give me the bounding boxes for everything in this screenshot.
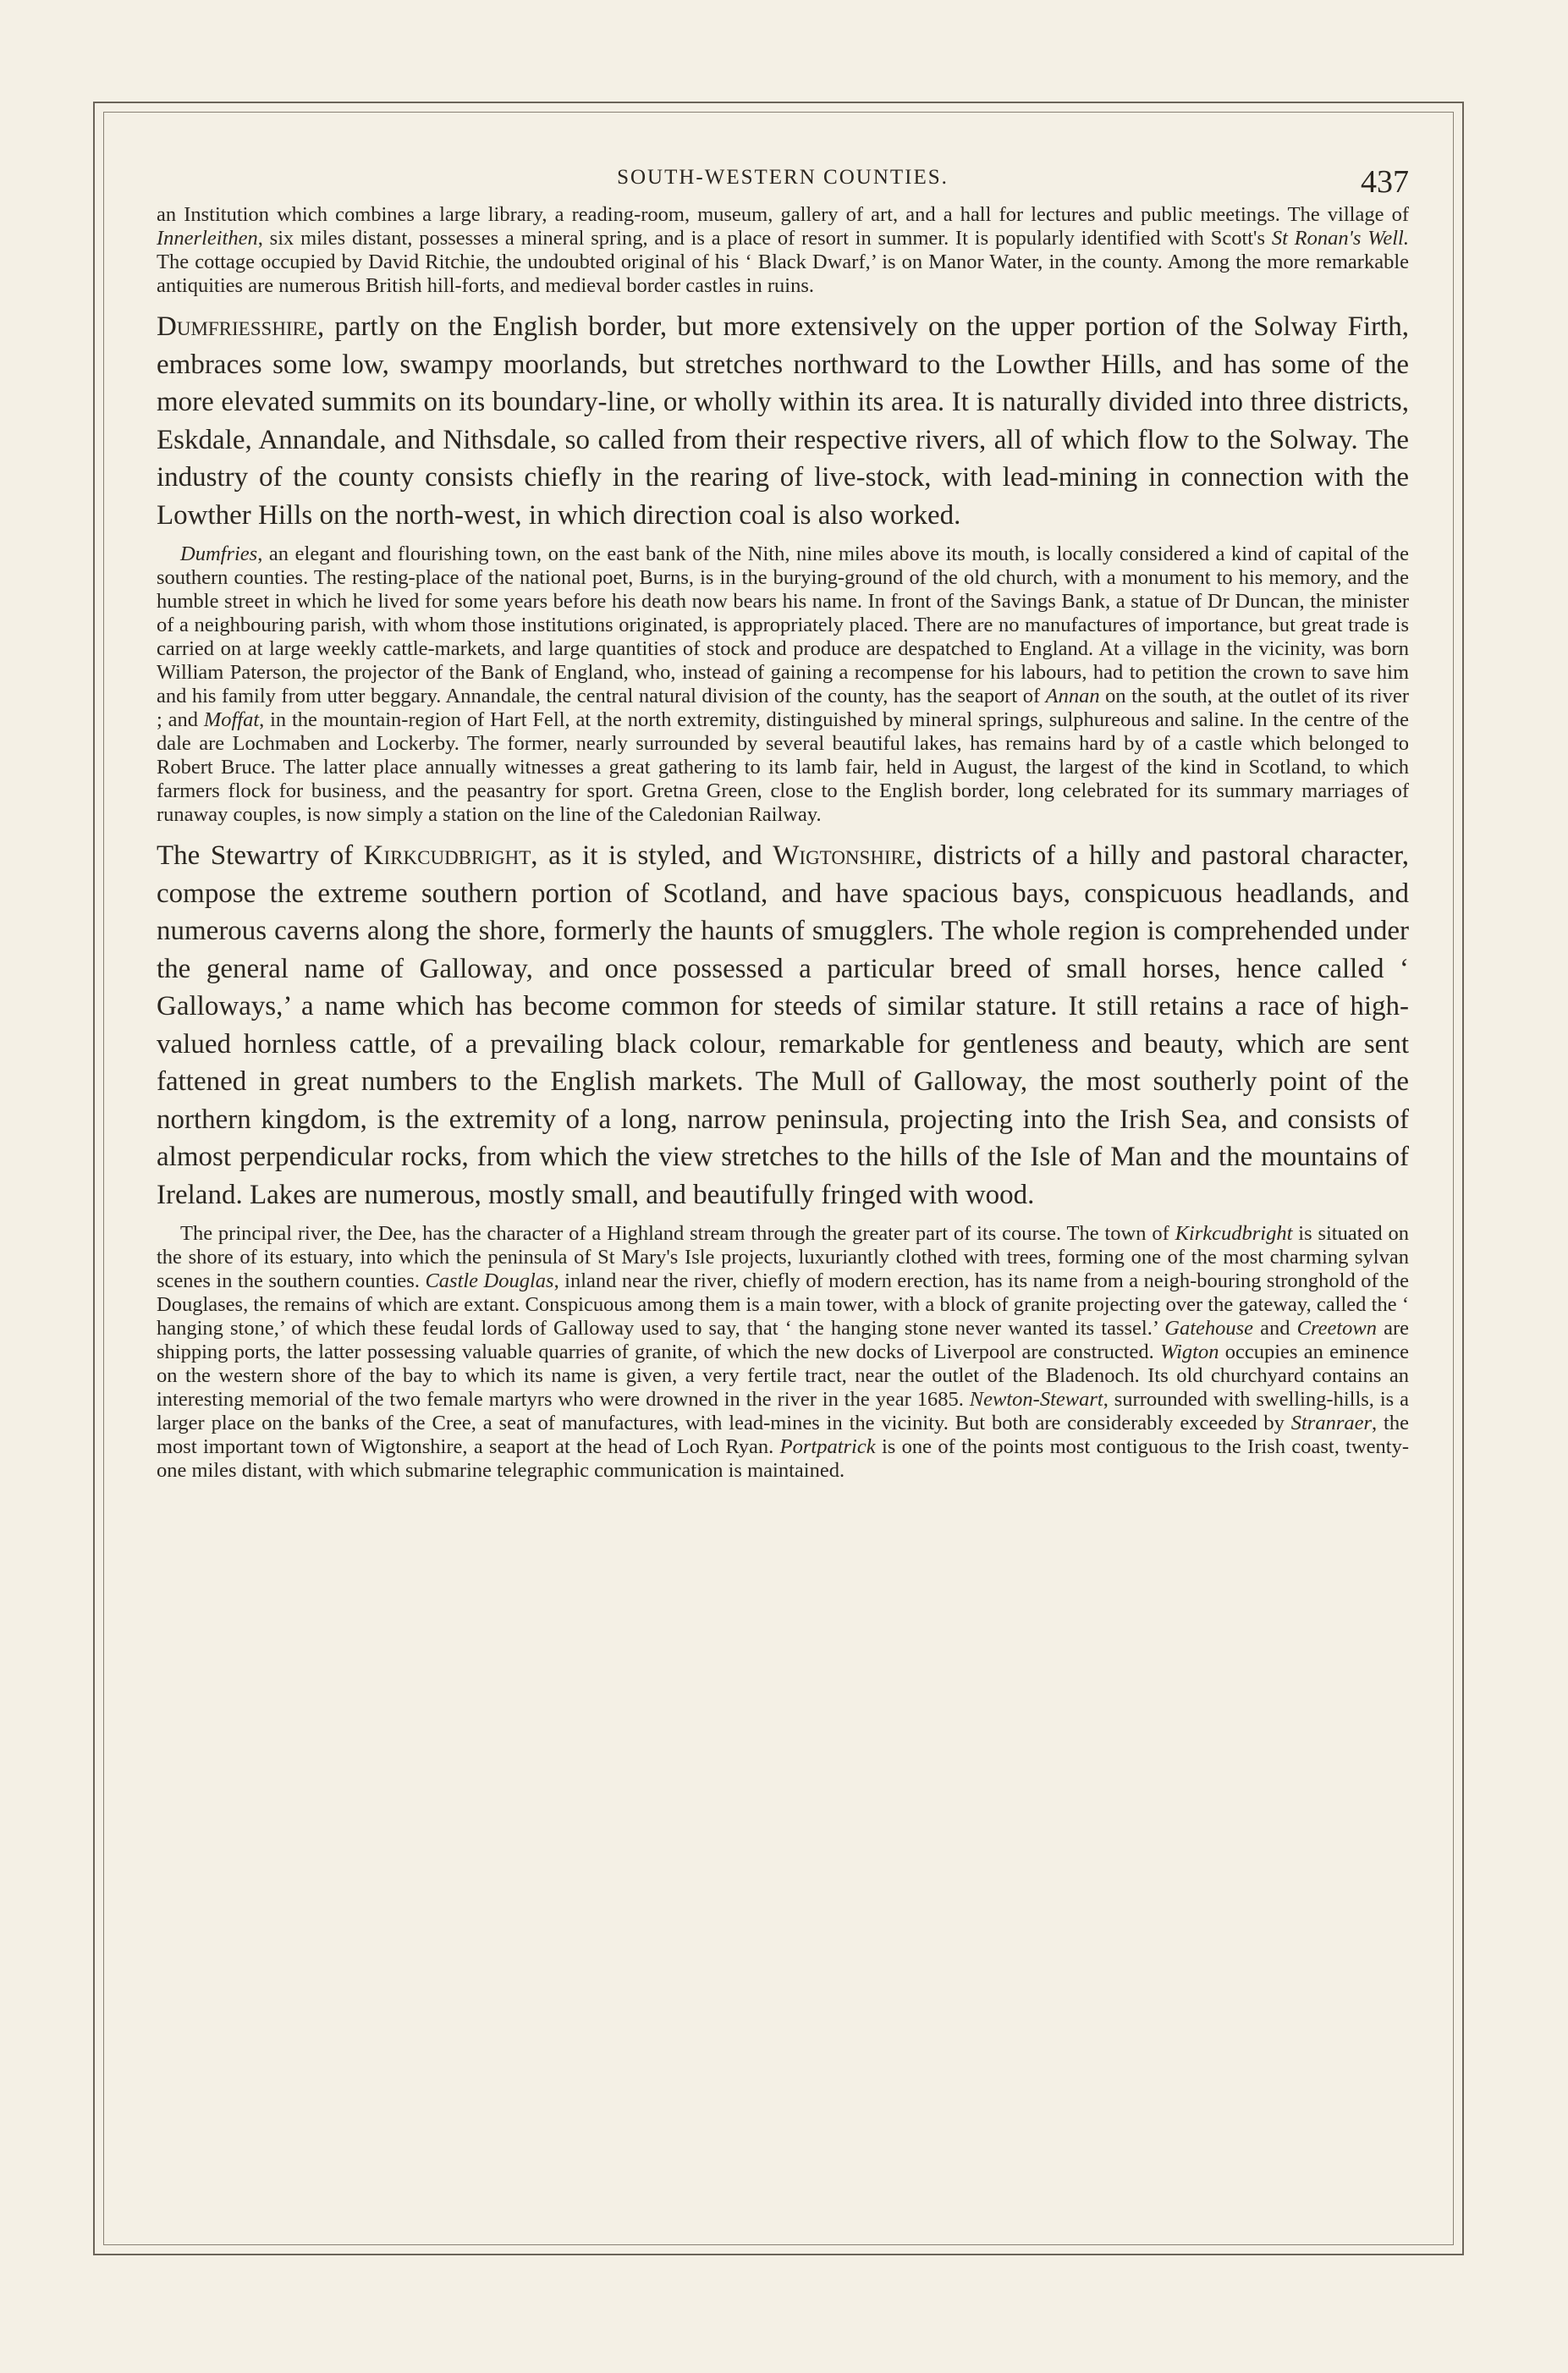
- paragraph-dumfriesshire: [157, 308, 1409, 534]
- text-run: , the most important town of Wigtonshire, a seaport at the head of Loch Ryan.: [157, 1412, 1409, 1458]
- italic-place-name: Stranraer: [1290, 1412, 1373, 1434]
- text-run: , inland near the river, chiefly of modern erection, has its name from a neigh-bouring stronghold of the Douglases, the remains of which are extant. Conspicuous among them is a main tower, with a block of granite projecting over the gateway, called the ‘ hanging stone,’ of which these feudal lords of Galloway used to say, that ‘ the hanging stone never wanted its tassel.’: [157, 1269, 1410, 1340]
- italic-place-name: Castle Douglas: [425, 1269, 554, 1292]
- paragraph-peebles-continued: [157, 203, 1409, 298]
- page-number: 437: [1361, 164, 1409, 200]
- text-run: , six miles distant, possesses a mineral spring, and is a place of resort in summer. It is popularly identified with Scott's: [257, 227, 1272, 250]
- italic-place-name: Creetown: [1296, 1317, 1377, 1340]
- text-run: , in the mountain-region of Hart Fell, at the north extremity, distinguished by mineral springs, sulphureous and saline. In the centre of the dale are Lochmaben and Lockerby. The former, nearly surrounded by several beautiful lakes, has remains hard by of a castle which belonged to Robert Bruce. The latter place annually witnesses a great gathering to its lamb fair, held in August, the largest of the kind in Scotland, to which farmers flock for business, and the peasantry for sport. Gretna Green, close to the English border, long celebrated for its summary marriages of runaway couples, is now simply a station on the line of the Caledonian Railway.: [157, 708, 1409, 826]
- italic-place-name: Dumfries: [180, 542, 258, 565]
- text-run: on the south, at the outlet of its river ; and: [157, 685, 1409, 731]
- text-run: The Stewartry of: [157, 840, 364, 871]
- text-run: , partly on the English border, but more extensively on the upper portion of the Solway Firth, embraces some low, swampy moorlands, but stretches northward to the Lowther Hills, and has some of the more elevated summits on its boundary-line, or wholly within its area. It is naturally divided into three districts, Eskdale, Annandale, and Nithsdale, so called from their respective rivers, all of which flow to the Solway. The industry of the county consists chiefly in the rearing of live-stock, with lead-mining in connection with the Lowther Hills on the north-west, in which direction coal is also worked.: [157, 311, 1409, 531]
- italic-place-name: Newton-Stewart: [969, 1388, 1103, 1411]
- paragraph-dumfries-town: [157, 542, 1409, 827]
- paragraph-galloway: [157, 837, 1409, 1214]
- text-run: , an elegant and flourishing town, on the east bank of the Nith, nine miles above its mouth, is locally considered a kind of capital of the southern counties. The resting-place of the national poet, Burns, is in the burying-ground of the old church, with a monument to his memory, and the humble street in which he lived for some years before his death now bears his name. In front of the Savings Bank, a statue of Dr Duncan, the minister of a neighbouring parish, with whom those institutions originated, is appropriately placed. There are no manufactures of importance, but great trade is carried on at large weekly cattle-markets, and large quantities of stock and produce are despatched to England. At a village in the vicinity, was born William Paterson, the projector of the Bank of England, who, instead of gaining a recompense for his labours, had to petition the crown to save him and his family from utter beggary. Annandale, the central natural division of the county, has the seaport of: [157, 542, 1409, 707]
- italic-place-name: Innerleithen: [157, 227, 258, 250]
- running-title: SOUTH-WESTERN COUNTIES.: [617, 166, 949, 189]
- county-name: Kirkcudbright: [363, 840, 531, 871]
- running-head: [157, 161, 1409, 203]
- text-run: is one of the points most contiguous to the Irish coast, twenty-one miles distant, with which submarine telegraphic communication is maintained.: [157, 1435, 1410, 1482]
- italic-place-name: Portpatrick: [779, 1435, 876, 1458]
- text-run: The cottage occupied by David Ritchie, the undoubted original of his ‘ Black Dwarf,’ is on Manor Water, in the county. Among the more remarkable antiquities are numerous British hill-forts, and medieval border castles in ruins.: [157, 251, 1409, 297]
- county-name: Wigtonshire: [773, 840, 916, 871]
- italic-book-title: St Ronan's Well.: [1271, 227, 1409, 250]
- text-run: , districts of a hilly and pastoral character, compose the extreme southern portion of Scotland, and have spacious bays, conspicuous headlands, and numerous caverns along the shore, formerly the haunts of smugglers. The whole region is comprehended under the general name of Galloway, and once possessed a particular breed of small horses, hence called ‘ Galloways,’ a name which has become common for steeds of similar stature. It still retains a race of high-valued hornless cattle, of a prevailing black colour, remarkable for gentleness and beauty, which are sent fattened in great numbers to the English markets. The Mull of Galloway, the most southerly point of the northern kingdom, is the extremity of a long, narrow peninsula, projecting into the Irish Sea, and consists of almost perpendicular rocks, from which the view stretches to the hills of the Isle of Man and the mountains of Ireland. Lakes are numerous, mostly small, and beautifully fringed with wood.: [157, 840, 1409, 1210]
- text-run: an Institution which combines a large library, a reading-room, museum, gallery of art, and a hall for lectures and public meetings. The village of: [157, 203, 1409, 226]
- text-run: , surrounded with swelling-hills, is a larger place on the banks of the Cree, a seat of manufactures, with lead-mines in the vicinity. But both are considerably exceeded by: [157, 1388, 1409, 1434]
- page-content: [157, 161, 1409, 1483]
- italic-place-name: Kirkcudbright: [1175, 1222, 1293, 1245]
- text-run: occupies an eminence on the western shore of the bay to which its name is given, a very fertile tract, near the outlet of the Bladenoch. Its old churchyard contains an interesting memorial of the two female martyrs who were drowned in the river in the year 1685.: [157, 1341, 1409, 1411]
- text-run: are shipping ports, the latter possessing valuable quarries of granite, of which the new docks of Liverpool are constructed.: [157, 1317, 1409, 1363]
- italic-place-name: Moffat: [203, 708, 260, 731]
- italic-place-name: Gatehouse: [1164, 1317, 1254, 1340]
- text-run: is situated on the shore of its estuary, into which the peninsula of St Mary's Isle projects, luxuriantly clothed with trees, forming one of the most charming sylvan scenes in the southern counties.: [157, 1222, 1410, 1292]
- italic-place-name: Annan: [1045, 685, 1100, 707]
- county-name: Dumfriesshire: [157, 311, 317, 342]
- italic-place-name: Wigton: [1160, 1341, 1219, 1363]
- text-run: , as it is styled, and: [531, 840, 773, 871]
- text-run: The principal river, the Dee, has the character of a Highland stream through the greater part of its course. The town of: [180, 1222, 1175, 1245]
- text-run: and: [1253, 1317, 1297, 1340]
- paragraph-galloway-towns: [157, 1222, 1409, 1483]
